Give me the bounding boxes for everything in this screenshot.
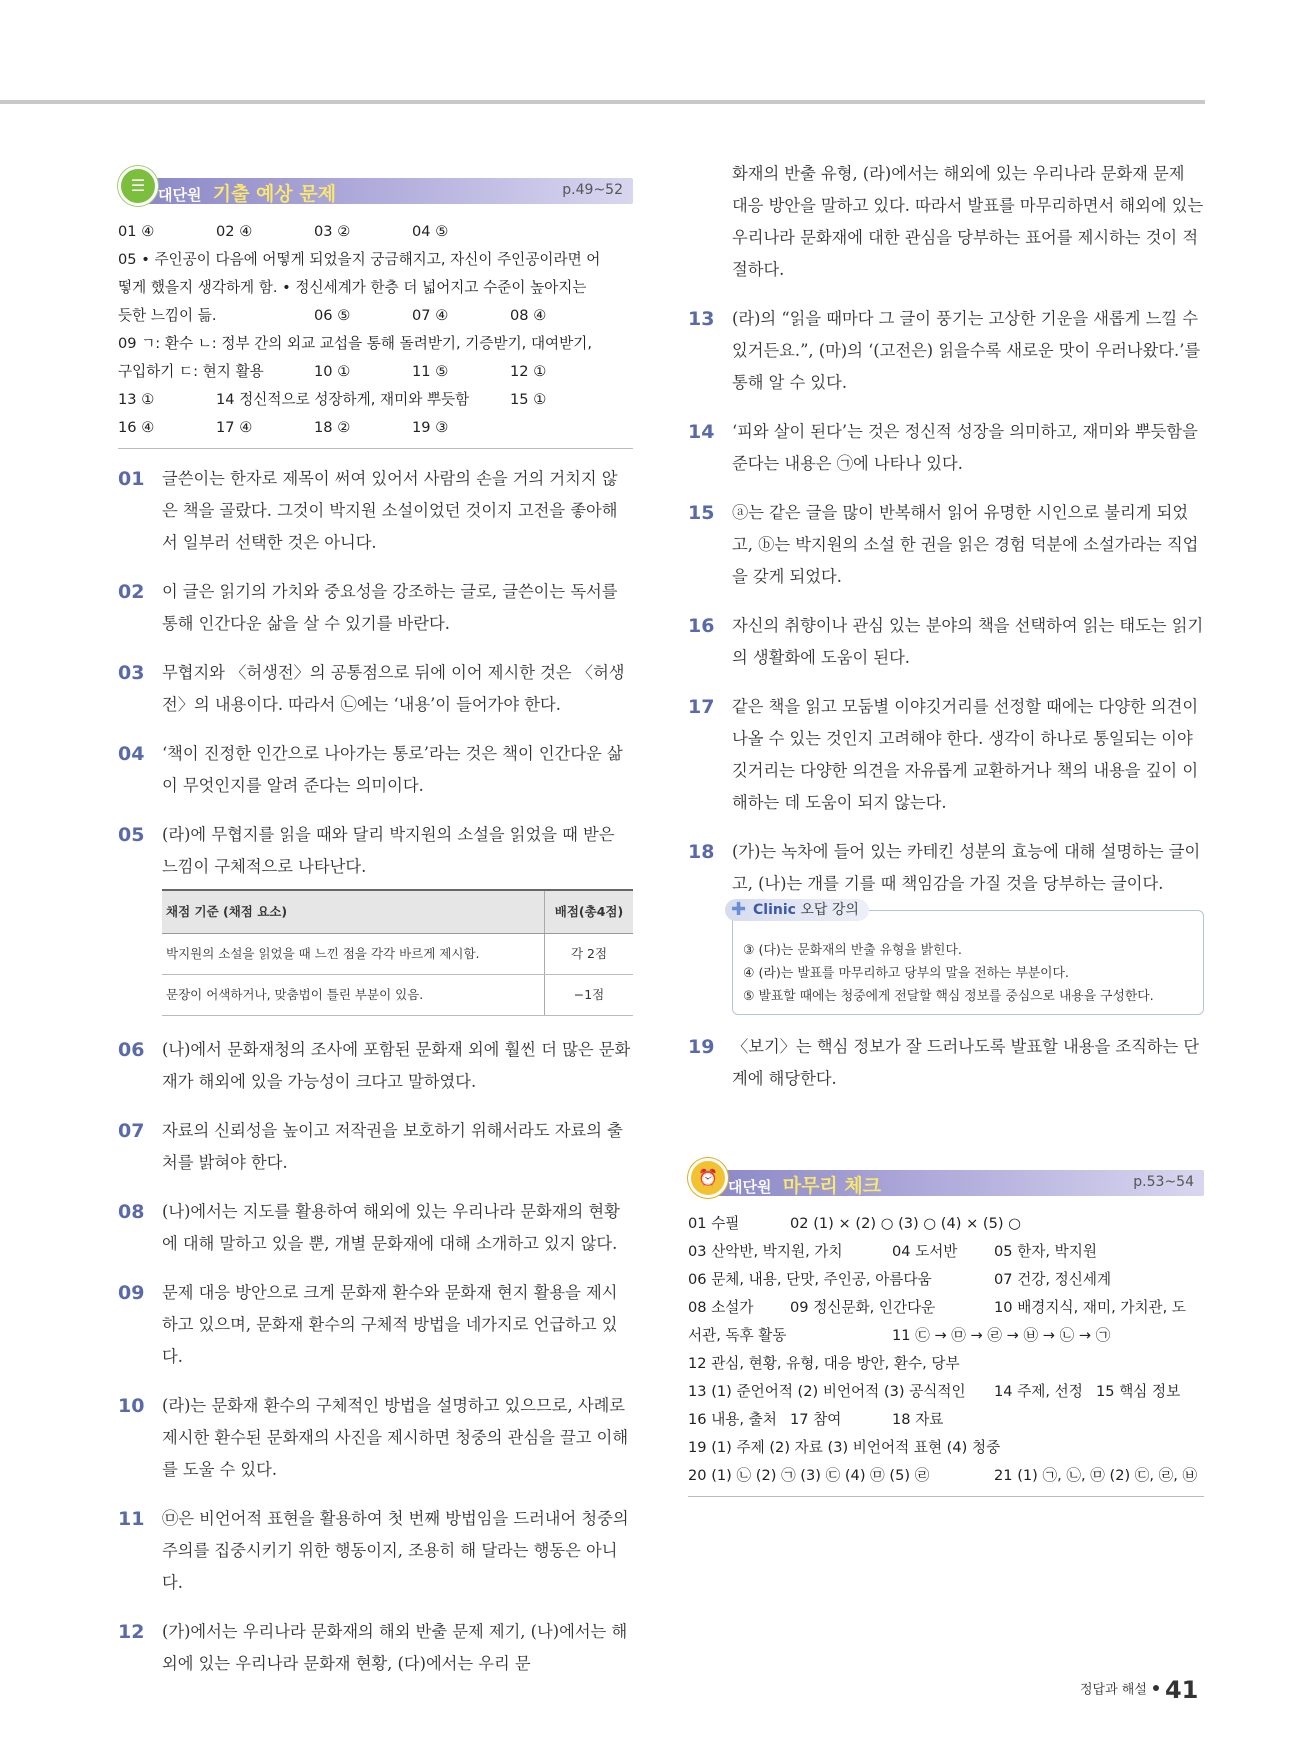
plus-icon: ✚	[731, 899, 747, 920]
section-header-exam	[118, 170, 633, 208]
clinic-box	[731, 899, 1204, 1015]
answer-03: 03 ②	[314, 223, 351, 240]
table-row: 문장이 어색하거나, 맞춤법이 틀린 부분이 있음. −1점	[162, 975, 633, 1016]
answer-row	[118, 218, 633, 246]
answer-row: 16 내용, 출처 17 참여 18 자료	[688, 1411, 944, 1428]
scoring-header-criterion: 채점 기준 (채점 요소)	[162, 890, 545, 934]
answer-11: 11 ⑤	[412, 363, 449, 380]
explanation-item: 18 (가)는 녹차에 들어 있는 카테킨 성분의 효능에 대해 설명하는 글이고, (나)는 개를 기를 때 책임감을 가질 것을 당부하는 글이다.	[688, 841, 1201, 893]
explanation-item-continued: 화재의 반출 유형, (라)에서는 해외에 있는 우리나라 문화재 문제 대응 방안을 말하고 있다. 따라서 발표를 마무리하면서 해외에 있는 우리나라 문화재에 대한 관심을 당부하는 표어를 제시하는 것이 적절하다.	[732, 164, 1204, 279]
clinic-line: ④ (라)는 발표를 마무리하고 당부의 말을 전하는 부분이다.	[743, 966, 1069, 981]
answer-row: 서관, 독후 활동 11 ㉢ → ㉤ → ㉣ → ㉥ → ㉡ → ㉠	[688, 1327, 1111, 1344]
clinic-line: ⑤ 발표할 때에는 청중에게 전달할 핵심 정보를 중심으로 내용을 구성한다.	[743, 989, 1154, 1004]
answer-02: 02 ④	[216, 223, 253, 240]
answer-01: 01 ④	[118, 223, 155, 240]
answer-row: 떻게 했을지 생각하게 함. • 정신세계가 한층 더 넓어지고 수준이 높아지는	[118, 279, 587, 296]
answer-10: 10 ①	[314, 363, 351, 380]
answer-row: 01 수필 02 (1) × (2) ○ (3) ○ (4) × (5) ○	[688, 1215, 1021, 1232]
explanation-item: 12 (가)에서는 우리나라 문화재의 해외 반출 문제 제기, (나)에서는 해외에 있는 우리나라 문화재 현황, (다)에서는 우리 문	[118, 1621, 628, 1673]
answer-04: 04 ⑤	[412, 223, 449, 240]
answer-row	[118, 302, 633, 330]
explanation-item: 15 ⓐ는 같은 글을 많이 반복해서 읽어 유명한 시인으로 불리게 되었고, ⓑ는 박지원의 소설 한 권을 읽은 경험 덕분에 소설가라는 직업을 갖게 되었다.	[688, 502, 1199, 586]
explanation-item: 10 (라)는 문화재 환수의 구체적인 방법을 설명하고 있으므로, 사례로 제시한 환수된 문화재의 사진을 제시하면 청중의 관심을 끌고 이해를 도울 수 있다.	[118, 1395, 629, 1479]
answer-row: 13 (1) 준언어적 (2) 비언어적 (3) 공식적인 14 주제, 선정 15 핵심 정보	[688, 1383, 1181, 1400]
section-title: 대단원	[728, 1178, 772, 1196]
answer-14: 14 정신적으로 성장하게, 재미와 뿌듯함	[216, 391, 470, 408]
table-row: 박지원의 소설을 읽었을 때 느낀 점을 각각 바르게 제시함. 각 2점	[162, 934, 633, 975]
section-subtitle: 마무리 체크	[782, 1175, 882, 1197]
page-footer	[1080, 1676, 1198, 1704]
answer-17: 17 ④	[216, 419, 253, 436]
explanation-item: 03 무협지와 〈허생전〉의 공통점으로 뒤에 이어 제시한 것은 〈허생전〉의 내용이다. 따라서 ㉡에는 ‘내용’이 들어가야 한다.	[118, 662, 625, 714]
answer-row	[118, 358, 633, 386]
explanation-item: 14 ‘피와 살이 된다’는 것은 정신적 성장을 의미하고, 재미와 뿌듯함을 준다는 내용은 ㉠에 나타나 있다.	[688, 421, 1198, 473]
answer-row: 12 관심, 현황, 유형, 대응 방안, 환수, 당부	[688, 1355, 960, 1372]
top-rule	[0, 100, 1205, 104]
chat-bubble-icon: ☰	[118, 166, 158, 206]
answer-19: 19 ③	[412, 419, 449, 436]
footer-label: 정답과 해설	[1080, 1682, 1147, 1698]
divider	[688, 1496, 1204, 1497]
alarm-clock-icon: ⏰	[688, 1158, 728, 1198]
right-column	[688, 158, 1204, 1511]
bullet-dot	[1153, 1685, 1159, 1691]
scoring-header-points: 배점(총4점)	[545, 890, 634, 934]
explanation-item: 13 (라)의 “읽을 때마다 그 글이 풍기는 고상한 기운을 새롭게 느낄 수 있거든요.”, (마)의 ‘(고전은) 읽을수록 새로운 맛이 우러나왔다.’를 통해 알 수 있다.	[688, 308, 1201, 392]
explanation-item: 02 이 글은 읽기의 가치와 중요성을 강조하는 글로, 글쓴이는 독서를 통해 인간다운 삶을 살 수 있기를 바란다.	[118, 581, 618, 633]
page-number: 41	[1164, 1676, 1199, 1704]
explanation-item: 05 (라)에 무협지를 읽을 때와 달리 박지원의 소설을 읽었을 때 받은 느낌이 구체적으로 나타난다. 채점 기준 (채점 요소) 배점(총4점) 박지원의 소설을 읽었을 때 느낀 점을 각각 바르게 제시함. 각 2점 문장이 어색하거나, 맞춤법이 틀린 부분이 있음. −1점	[118, 819, 633, 1016]
answer-row: 06 문체, 내용, 단맛, 주인공, 아름다움 07 건강, 정신세계	[688, 1271, 1112, 1288]
answer-row: 03 산악반, 박지원, 가치 04 도서반 05 한자, 박지원	[688, 1243, 1097, 1260]
section-title: 대단원	[158, 186, 202, 204]
answer-row	[118, 414, 633, 442]
answer-row	[118, 386, 633, 414]
explanation-item: 01 글쓴이는 한자로 제목이 써여 있어서 사람의 손을 거의 거치지 않은 책을 골랐다. 그것이 박지원 소설이었던 것이지 고전을 좋아해서 일부러 선택한 것은 아니다.	[118, 468, 618, 552]
explanation-item: 07 자료의 신뢰성을 높이고 저작권을 보호하기 위해서라도 자료의 출처를 밝혀야 한다.	[118, 1120, 623, 1172]
section-header-review	[688, 1162, 1204, 1200]
answer-08: 08 ④	[510, 307, 547, 324]
answer-row: 05 • 주인공이 다음에 어떻게 되었을지 궁금해지고, 자신이 주인공이라면 어	[118, 251, 601, 268]
left-column	[118, 170, 633, 1697]
scoring-table	[162, 889, 633, 1016]
answer-key-right	[688, 1210, 1204, 1490]
explanation-item: 11 ㉤은 비언어적 표현을 활용하여 첫 번째 방법임을 드러내어 청중의 주의를 집중시키기 위한 행동이지, 조용히 해 달라는 행동은 아니다.	[118, 1508, 629, 1592]
answer-row: 20 (1) ㉡ (2) ㉠ (3) ㉢ (4) ㉤ (5) ㉣ 21 (1) ㉠, ㉡, ㉤ (2) ㉢, ㉣, ㉥	[688, 1467, 1198, 1484]
answer-05-end: 듯한 느낌이 듦.	[118, 307, 217, 324]
explanation-item: 06 (나)에서 문화재청의 조사에 포함된 문화재 외에 훨씬 더 많은 문화재가 해외에 있을 가능성이 크다고 말하였다.	[118, 1039, 631, 1091]
answer-row: 09 ㄱ: 환수 ㄴ: 정부 간의 외교 교섭을 통해 돌려받기, 기증받기, 대여받기,	[118, 335, 592, 352]
explanation-item: 04 ‘책이 진정한 인간으로 나아가는 통로’라는 것은 책이 인간다운 삶이 무엇인지를 알려 준다는 의미이다.	[118, 743, 623, 795]
answer-row: 19 (1) 주제 (2) 자료 (3) 비언어적 표현 (4) 청중	[688, 1439, 1001, 1456]
explanation-item: 17 같은 책을 읽고 모둠별 이야깃거리를 선정할 때에는 다양한 의견이 나올 수 있는 것인지 고려해야 한다. 생각이 하나로 통일되는 이야깃거리는 다양한 의견을 자유롭게 교환하거나 책의 내용을 깊이 이해하는 데 도움이 되지 않는다.	[688, 696, 1199, 812]
answer-16: 16 ④	[118, 419, 155, 436]
explanation-item: 16 자신의 취향이나 관심 있는 분야의 책을 선택하여 읽는 태도는 읽기의 생활화에 도움이 된다.	[688, 615, 1204, 667]
explanation-item: 09 문제 대응 방안으로 크게 문화재 환수와 문화재 현지 활용을 제시하고 있으며, 문화재 환수의 구체적 방법을 네가지로 언급하고 있다.	[118, 1282, 618, 1366]
answer-row: 08 소설가 09 정신문화, 인간다운 10 배경지식, 재미, 가치관, 도	[688, 1299, 1187, 1316]
explanation-item: 08 (나)에서는 지도를 활용하여 해외에 있는 우리나라 문화재의 현황에 대해 말하고 있을 뿐, 개별 문화재에 대해 소개하고 있지 않다.	[118, 1201, 620, 1253]
answer-18: 18 ②	[314, 419, 351, 436]
explanation-item: 19 〈보기〉는 핵심 정보가 잘 드러나도록 발표할 내용을 조직하는 단계에 해당한다.	[688, 1036, 1200, 1088]
clinic-line: ③ (다)는 문화재의 반출 유형을 밝힌다.	[743, 943, 962, 958]
answer-13: 13 ①	[118, 391, 155, 408]
clinic-label: ✚ Clinic 오답 강의	[725, 899, 869, 921]
section-page-range: p.53~54	[1133, 1174, 1194, 1190]
answer-07: 07 ④	[412, 307, 449, 324]
answer-06: 06 ⑤	[314, 307, 351, 324]
answer-12: 12 ①	[510, 363, 547, 380]
answer-09-end: 구입하기 ㄷ: 현지 활용	[118, 363, 264, 380]
divider	[118, 448, 633, 449]
answer-key-left	[118, 218, 633, 442]
section-page-range: p.49~52	[562, 182, 623, 198]
answer-15: 15 ①	[510, 391, 547, 408]
section-subtitle: 기출 예상 문제	[212, 183, 337, 205]
